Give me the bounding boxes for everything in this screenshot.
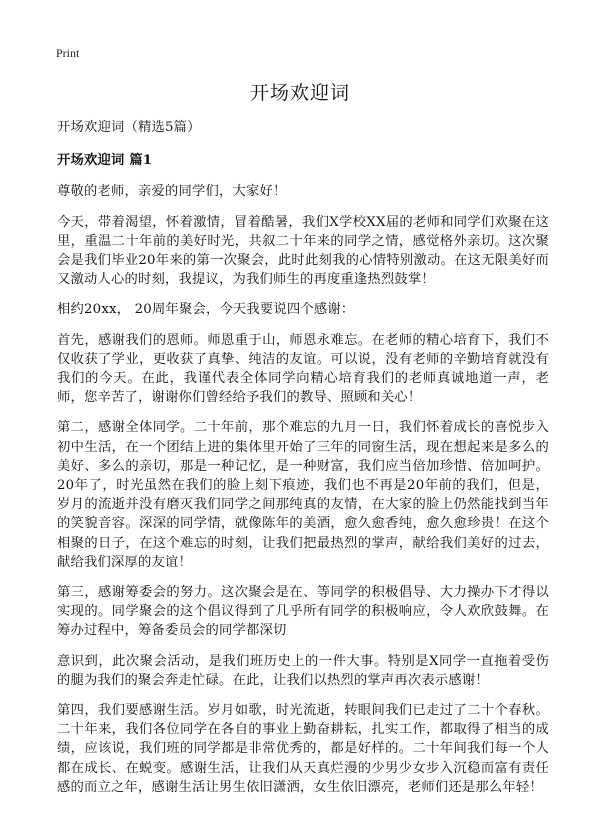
paragraph-intro: 今天，带着渴望，怀着激情，冒着酷暑，我们X学校XX届的老师和同学们欢聚在这里，重温二十年前的美好时光，共叙二十年来的同学之情，感觉格外亲切。这次聚会是我们毕业20年来的第一次聚会，此时此刻我的心情特别激动。在这无限美好而又激动人心的时刻，我提议，为我们师生的再度重逢热烈鼓掌！	[57, 214, 549, 288]
paragraph-thanks-committee: 第三，感谢筹委会的努力。这次聚会是在、等同学的积极倡导、大力操办下才得以实现的。同学聚会的这个倡议得到了几乎所有同学的积极响应，令人欢欣鼓舞。在筹办过程中，筹备委员会的同学都深切	[57, 585, 549, 639]
paragraph-thanks-life: 第四，我们要感谢生活。岁月如歌，时光流逝，转眼间我们已走过了二十个春秋。二十年来，我们各位同学在各自的事业上勤奋耕耘，扎实工作，都取得了相当的成绩，应该说，我们班的同学都是非常优秀的，都是好样的。二十年间我们每一个人都在成长、在蜕变。感谢生活，让我们从天真烂漫的少男少女步入沉稳而富有责任感的而立之年，感谢生活让男生依旧潇洒，女生依旧漂亮，老师们还是那么年轻！	[57, 703, 549, 795]
paragraph-thanks-classmates: 第二，感谢全体同学。二十年前，那个难忘的九月一日，我们怀着成长的喜悦步入初中生活，在一个团结上进的集体里开始了三年的同窗生活，现在想起来是多么的美好、多么的亲切，那是一种记忆，是一种财富，我们应当倍加珍惜、倍加呵护。20年了，时光虽然在我们的脸上刻下痕迹，我们也不再是20年前的我们，但是，岁月的流逝并没有磨灭我们同学之间那纯真的友情，在大家的脸上仍然能找到当年的笑貌音容。深深的同学情，就像陈年的美酒，愈久愈香纯，愈久愈珍贵！在这个相聚的日子，在这个难忘的时刻，让我们把最热烈的掌声，献给我们美好的过去，献给我们深厚的友谊！	[57, 420, 549, 570]
paragraph-four-thanks: 相约20xx， 20周年聚会，今天我要说四个感谢：	[57, 302, 355, 318]
document-subtitle: 开场欢迎词（精选5篇）	[57, 120, 201, 135]
section-heading: 开场欢迎词 篇1	[57, 153, 153, 169]
page-title: 开场欢迎词	[249, 82, 350, 104]
paragraph-thanks-teachers: 首先，感谢我们的恩师。师恩重于山，师恩永难忘。在老师的精心培育下，我们不仅收获了学业，更收获了真挚、纯洁的友谊。可以说，没有老师的辛勤培育就没有我们的今天。在此，我谨代表全体同学向精心培育我们的老师真诚地道一声，老师，您辛苦了，谢谢你们曾经给予我们的教导、照顾和关心！	[57, 332, 549, 406]
document-body	[57, 118, 549, 808]
print-label: Print	[56, 46, 80, 60]
paragraph-committee-continued: 意识到，此次聚会活动，是我们班历史上的一件大事。特别是X同学一直拖着受伤的腿为我们的聚会奔走忙碌。在此，让我们以热烈的掌声再次表示感谢！	[57, 653, 549, 688]
paragraph-greeting: 尊敬的老师，亲爱的同学们，大家好！	[57, 184, 287, 200]
